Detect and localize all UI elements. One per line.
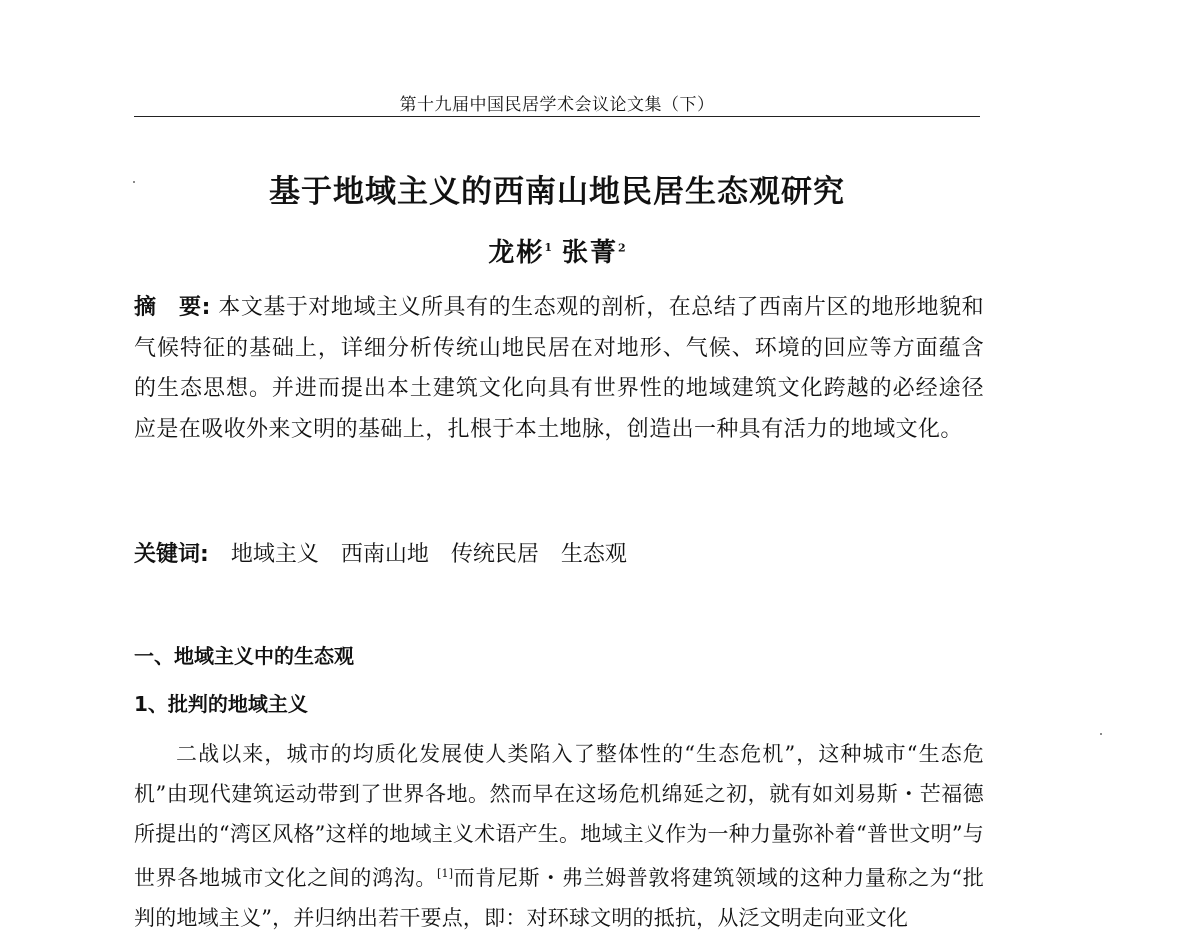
keyword-item: 生态观 (560, 542, 627, 567)
paper-title: 基于地域主义的西南山地民居生态观研究 (269, 174, 845, 210)
abstract-label: 摘 要: (134, 295, 211, 320)
keyword-item: 地域主义 (230, 542, 319, 567)
keywords-label: 关键词: (134, 542, 209, 567)
keyword-item: 西南山地 (340, 542, 429, 567)
body-text-part1: 二战以来，城市的均质化发展使人类陷入了整体性的“生态危机”，这种城市“生态危机”由现代建筑运动带到了世界各地。然而早在这场危机绵延之初，就有如刘易斯・芒福德所提出的“湾区风格”这样的地域主义术语产生。地域主义作为一种力量弥补着“普世文明”与世界各地城市文化之间的鸿沟。 (134, 742, 984, 890)
abstract-text: 本文基于对地域主义所具有的生态观的剖析，在总结了西南片区的地形地貌和气候特征的基础上，详细分析传统山地民居在对地形、气候、环境的回应等方面蕴含的生态思想。并进而提出本土建筑文化向具有世界性的地域建筑文化跨越的必经途径应是在吸收外来文明的基础上，扎根于本土地脉，创造出一种具有活力的地域文化。 (134, 295, 984, 442)
author-1-mark: 1 (544, 241, 552, 255)
keywords (134, 537, 984, 568)
scan-speck (133, 181, 135, 183)
author-line (134, 232, 980, 269)
body-paragraph (134, 734, 984, 938)
author-2-name: 张菁 (562, 238, 619, 268)
author-1-name: 龙彬 (488, 238, 545, 268)
section-heading: 一、地域主义中的生态观 (134, 644, 354, 668)
abstract (134, 288, 984, 450)
scan-speck (1100, 733, 1102, 735)
subsection-heading: 1、批判的地域主义 (134, 692, 308, 716)
running-header: 第十九届中国民居学术会议论文集（下） (399, 95, 715, 115)
author-2 (562, 238, 626, 268)
author-2-mark: 2 (618, 241, 626, 255)
keyword-item: 传统民居 (450, 542, 539, 567)
citation-mark: [1] (437, 867, 454, 880)
body-text-part2: 而肯尼斯・弗兰姆普敦将建筑领域的这种力量称之为“批判的地域主义”，并归纳出若干要点，即：对环球文明的抵抗，从泛文明走向亚文化 (134, 866, 984, 930)
header-rule (134, 116, 980, 117)
author-1 (488, 238, 562, 268)
